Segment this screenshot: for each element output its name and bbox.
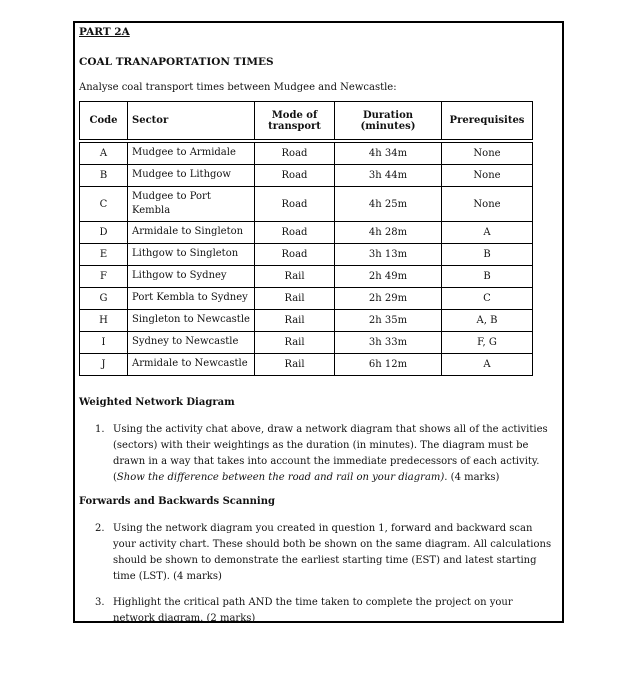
question-3 [95,595,553,627]
section-title: COAL TRANAPORTATION TIMES [79,56,274,68]
cell-code: C [80,187,128,222]
header-code: Code [80,102,128,140]
cell-duration: 6h 12m [335,354,442,376]
cell-mode: Rail [255,288,335,310]
question-1 [95,422,553,486]
cell-sector: Armidale to Newcastle [128,354,255,376]
question-1-number: 1. [95,424,105,435]
cell-code: J [80,354,128,376]
weighted-heading: Weighted Network Diagram [79,397,235,408]
table-row [80,332,533,354]
cell-code: I [80,332,128,354]
cell-code: B [80,165,128,187]
header-duration: Duration (minutes) [335,102,442,140]
cell-sector: Singleton to Newcastle [128,310,255,332]
cell-prereq: C [442,288,533,310]
cell-code: E [80,244,128,266]
cell-duration: 3h 44m [335,165,442,187]
cell-code: F [80,266,128,288]
transport-table [79,101,533,376]
cell-duration: 2h 49m [335,266,442,288]
cell-sector: Port Kembla to Sydney [128,288,255,310]
question-1-marks: (4 marks) [447,472,500,483]
question-2 [95,521,553,585]
cell-mode: Rail [255,310,335,332]
cell-prereq: B [442,244,533,266]
part-title: PART 2A [79,26,130,38]
cell-duration: 2h 35m [335,310,442,332]
cell-prereq: A [442,222,533,244]
intro-text: Analyse coal transport times between Mudgee and Newcastle: [79,82,397,93]
cell-mode: Road [255,165,335,187]
question-2-number: 2. [95,523,105,534]
table-row [80,165,533,187]
header-sector: Sector [128,102,255,140]
table-row [80,143,533,165]
table-row [80,354,533,376]
table-row [80,288,533,310]
cell-sector: Lithgow to Singleton [128,244,255,266]
cell-prereq: F, G [442,332,533,354]
cell-sector: Lithgow to Sydney [128,266,255,288]
header-mode [255,102,335,140]
cell-code: H [80,310,128,332]
table-row [80,310,533,332]
question-1-text: Using the activity chat above, draw a network diagram that shows all of the activities (sectors) with their weightings as the duration (in minutes). The diagram must be drawn in a way that takes into account the immediate predecessors of each activity.( [113,424,548,483]
cell-sector: Mudgee to Port Kembla [128,187,255,222]
cell-mode: Rail [255,332,335,354]
cell-prereq: None [442,187,533,222]
cell-sector: Mudgee to Armidale [128,143,255,165]
question-2-text: Using the network diagram you created in question 1, forward and backward scan your activity chart. These should both be shown on the same diagram. All calculations should be shown to demonstrate the earliest starting time (EST) and latest starting time (LST). (4 marks) [113,523,552,582]
table-row [80,187,533,222]
cell-mode: Rail [255,354,335,376]
header-mode-line2: transport [268,120,321,132]
table-row [80,222,533,244]
cell-mode: Rail [255,266,335,288]
question-1-italic: Show the difference between the road and rail on your diagram). [116,472,448,483]
header-prereq: Prerequisites [442,102,533,140]
table-row [80,266,533,288]
cell-code: G [80,288,128,310]
cell-duration: 2h 29m [335,288,442,310]
cell-sector: Sydney to Newcastle [128,332,255,354]
table-row [80,244,533,266]
cell-prereq: None [442,165,533,187]
cell-mode: Road [255,187,335,222]
cell-code: D [80,222,128,244]
cell-duration: 4h 28m [335,222,442,244]
cell-prereq: A [442,354,533,376]
cell-mode: Road [255,244,335,266]
cell-mode: Road [255,143,335,165]
cell-sector: Mudgee to Lithgow [128,165,255,187]
cell-mode: Road [255,222,335,244]
cell-code: A [80,143,128,165]
cell-prereq: A, B [442,310,533,332]
cell-duration: 4h 34m [335,143,442,165]
question-3-text: Highlight the critical path AND the time taken to complete the project on your network diagram. (2 marks) [113,597,513,624]
cell-prereq: B [442,266,533,288]
table-header-row [80,102,533,140]
cell-prereq: None [442,143,533,165]
cell-duration: 3h 13m [335,244,442,266]
cell-sector: Armidale to Singleton [128,222,255,244]
cell-duration: 4h 25m [335,187,442,222]
header-mode-line1: Mode of [271,109,318,121]
scanning-heading: Forwards and Backwards Scanning [79,496,275,507]
cell-duration: 3h 33m [335,332,442,354]
question-3-number: 3. [95,597,105,608]
